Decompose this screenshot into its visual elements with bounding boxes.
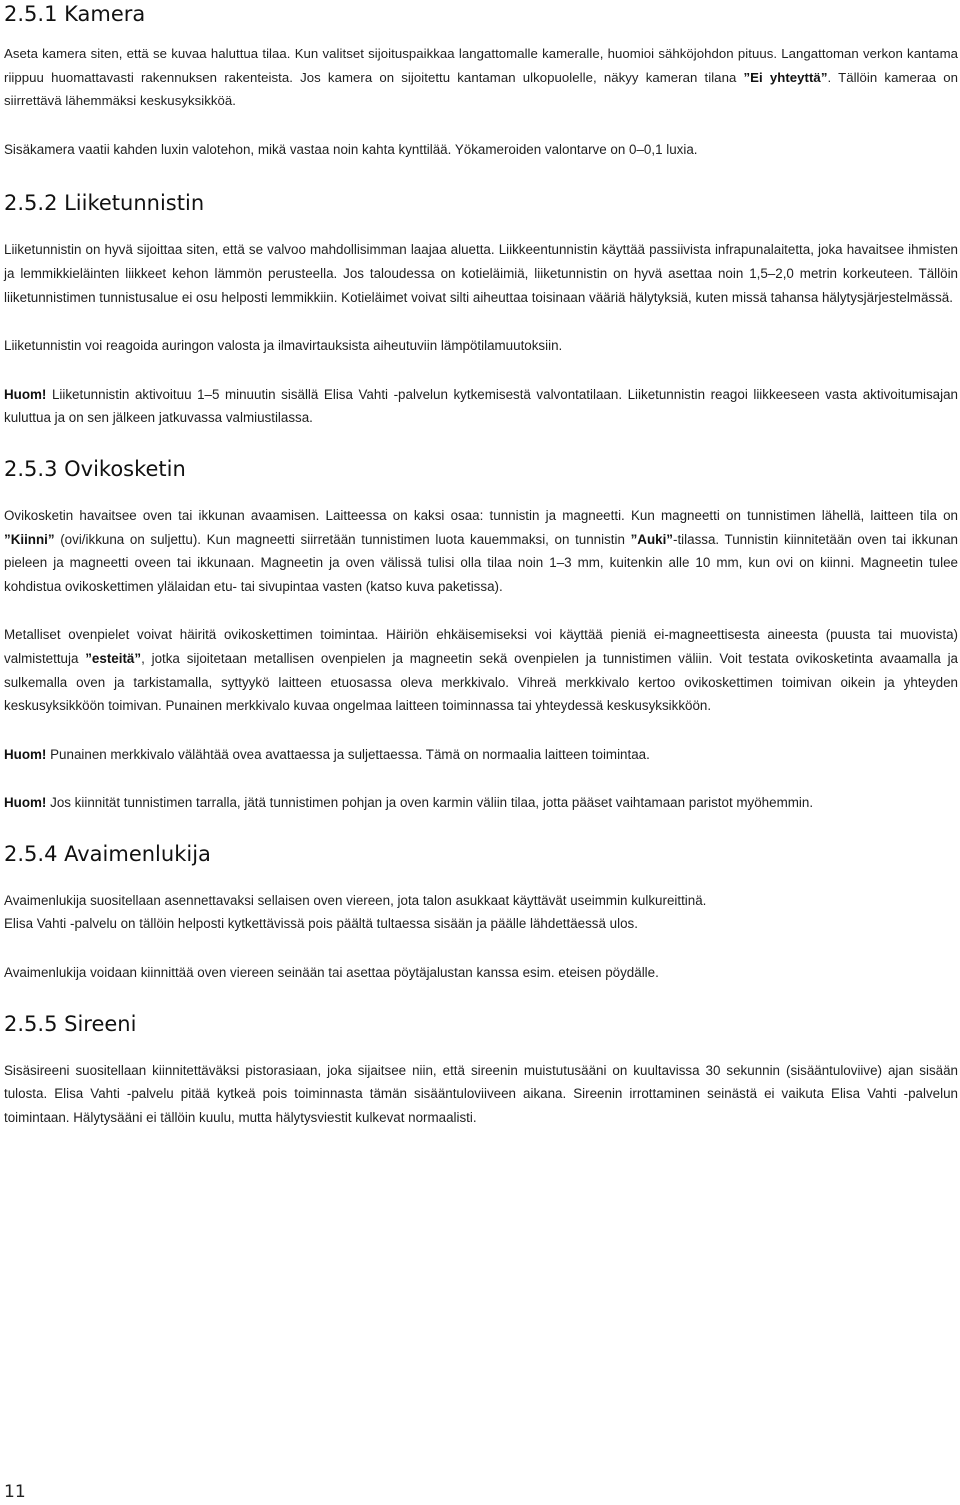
section-heading-avaimenlukija: 2.5.4 Avaimenlukija: [4, 841, 211, 866]
note-label: Huom!: [4, 795, 47, 811]
sireeni-paragraph-1: Sisäsireeni suositellaan kiinnitettäväksi pistorasiaan, joka sijaitsee niin, että sireenin muistutusääni on kuultavissa 30 sekunnin (sisääntuloviive) ajan sisään tulosta. Elisa Vahti -palvelu pitää kytkeä pois toiminnasta tämän sisääntuloviiveen aikana. Sireenin irrottaminen seinästä ei vaikuta Elisa Vahti -palvelun toimintaan. Hälytysääni ei tällöin kuulu, mutta hälytysviestit kulkevat normaalisti.: [4, 1062, 958, 1125]
ovikosketin-p1-text-c: -tilassa. Tunnistin kiinnitetään oven tai ikkunan pieleen ja magneetti oveen tai ikkunaan. Magneetin ja oven välissä tulisi olla tilaa noin 1–3 mm, kuitenkin alle 10 mm, kun ovi on kiinni. Magneetin tulee kohdistua ovikoskettimen ylälaidan etu- tai sivupintaa vasten (katso kuva paketissa).: [4, 531, 958, 594]
kamera-p1-text-b: . Tällöin kameraa on siirrettävä lähemmäksi keskusyksikköä.: [4, 69, 959, 109]
section-heading-liiketunnistin: 2.5.2 Liiketunnistin: [4, 191, 205, 216]
kamera-p1-text-a: Aseta kamera siten, että se kuvaa haluttua tilaa. Kun valitset sijoituspaikkaa langattomalle kameralle, huomioi sähköjohdon pituus. Langattoman verkon kantama riippuu huomattavasti rakennuksen rakenteista. Jos kamera on sijoitettu kantaman ulkopuolelle, näkyy kameran tilana: [4, 46, 958, 85]
ovikosketin-paragraph-2: [4, 623, 958, 717]
ovikosketin-state-closed: ”Kiinni”: [4, 531, 55, 547]
ovikosketin-state-open: ”Auki”: [630, 531, 673, 547]
ovikosketin-p1-text-a: Ovikosketin havaitsee oven tai ikkunan avaamisen. Laitteessa on kaksi osaa: tunnistin ja magneetti. Kun magneetti on tunnistimen lähellä, laitteen tila on: [4, 507, 958, 523]
ovikosketin-note-1: [4, 743, 958, 767]
note-text: Punainen merkkivalo välähtää ovea avattaessa ja suljettaessa. Tämä on normaalia laitteen toimintaa.: [46, 746, 650, 762]
kamera-paragraph-1: [4, 42, 958, 113]
note-label: Huom!: [4, 386, 47, 402]
avaimenlukija-paragraph-1b: Elisa Vahti -palvelu on tällöin helposti kytkettävissä pois päältä tultaessa sisään ja päälle lähdettäessä ulos.: [4, 916, 638, 932]
page-number: 11: [4, 1482, 26, 1502]
kamera-paragraph-2: Sisäkamera vaatii kahden luxin valotehon, mikä vastaa noin kahta kynttilää. Yökameroiden valontarve on 0–0,1 luxia.: [4, 141, 698, 157]
ovikosketin-p2-text-b: , jotka sijoitetaan metallisen ovenpielen ja magneetin sekä ovenpielen ja tunnistimen väliin. Voit testata ovikosketinta avaamalla ja sulkemalla oven ja tarkistamalla, syttyykö laitteen etuosassa oleva merkkivalo. Vihreä merkkivalo kertoo ovikoskettimen toimivan oikein ja yhteyden keskusyksikköön toimivan. Punainen merkkivalo kuvaa ongelmaa laitteen toiminnassa tai yhteydessä keskusyksikköön.: [4, 650, 958, 714]
kamera-status-label: ”Ei yhteyttä”: [743, 69, 828, 85]
section-heading-sireeni: 2.5.5 Sireeni: [4, 1011, 137, 1036]
avaimenlukija-paragraph-1a: Avaimenlukija suositellaan asennettavaksi sellaisen oven viereen, jota talon asukkaat käyttävät useimmin kulkureittinä.: [4, 892, 707, 908]
document-page: [4, 0, 958, 1129]
avaimenlukija-paragraph-2: Avaimenlukija voidaan kiinnittää oven viereen seinään tai asettaa pöytäjalustan kanssa esim. eteisen pöydälle.: [4, 965, 659, 981]
note-text: Jos kiinnität tunnistimen tarralla, jätä tunnistimen pohjan ja oven karmin väliin tilaa, jotta pääset vaihtamaan paristot myöhemmin.: [46, 795, 814, 811]
section-heading-kamera: 2.5.1 Kamera: [4, 2, 146, 26]
ovikosketin-p2-text-a: Metalliset ovenpielet voivat häiritä ovikoskettimen toimintaa. Häiriön ehkäisemiseksi voi käyttää pieniä ei-magneettisesta aineesta (puusta tai muovista) valmistettuja: [4, 627, 958, 666]
ovikosketin-paragraph-1: [4, 504, 958, 598]
note-label: Huom!: [4, 746, 47, 762]
ovikosketin-spacers-label: ”esteitä”: [85, 650, 142, 666]
section-heading-ovikosketin: 2.5.3 Ovikosketin: [4, 456, 186, 481]
ovikosketin-note-2: [4, 791, 958, 815]
liiketunnistin-paragraph-2: Liiketunnistin voi reagoida auringon valosta ja ilmavirtauksista aiheutuviin lämpötilamuutoksiin.: [4, 338, 563, 354]
note-text: Liiketunnistin aktivoituu 1–5 minuutin sisällä Elisa Vahti -palvelun kytkemisestä valvontatilaan. Liiketunnistin reagoi liikkeeseen vasta aktivoitumisajan kuluttua ja on sen jälkeen jatkuvassa valmiustilassa.: [4, 386, 958, 426]
liiketunnistin-paragraph-1: Liiketunnistin on hyvä sijoittaa siten, että se valvoo mahdollisimman laajaa aluetta. Liikkeentunnistin käyttää passiivista infrapunalaitetta, joka havaitsee ihmisten ja lemmikkieläinten liikkeet kehon lämmön perusteella. Jos taloudessa on kotieläimiä, liiketunnistin on hyvä asettaa noin 1,5–2,0 metrin korkeuteen. Tällöin liiketunnistimen tunnistusalue ei osu helposti lemmikkiin. Kotieläimet voivat silti aiheuttaa toisinaan vääriä hälytyksiä, kuten missä tahansa hälytysjärjestelmässä.: [4, 242, 958, 305]
ovikosketin-p1-text-b: (ovi/ikkuna on suljettu). Kun magneetti siirretään tunnistimen luota kauemmaksi, on tunnistin: [54, 531, 631, 547]
liiketunnistin-note: [4, 383, 958, 430]
